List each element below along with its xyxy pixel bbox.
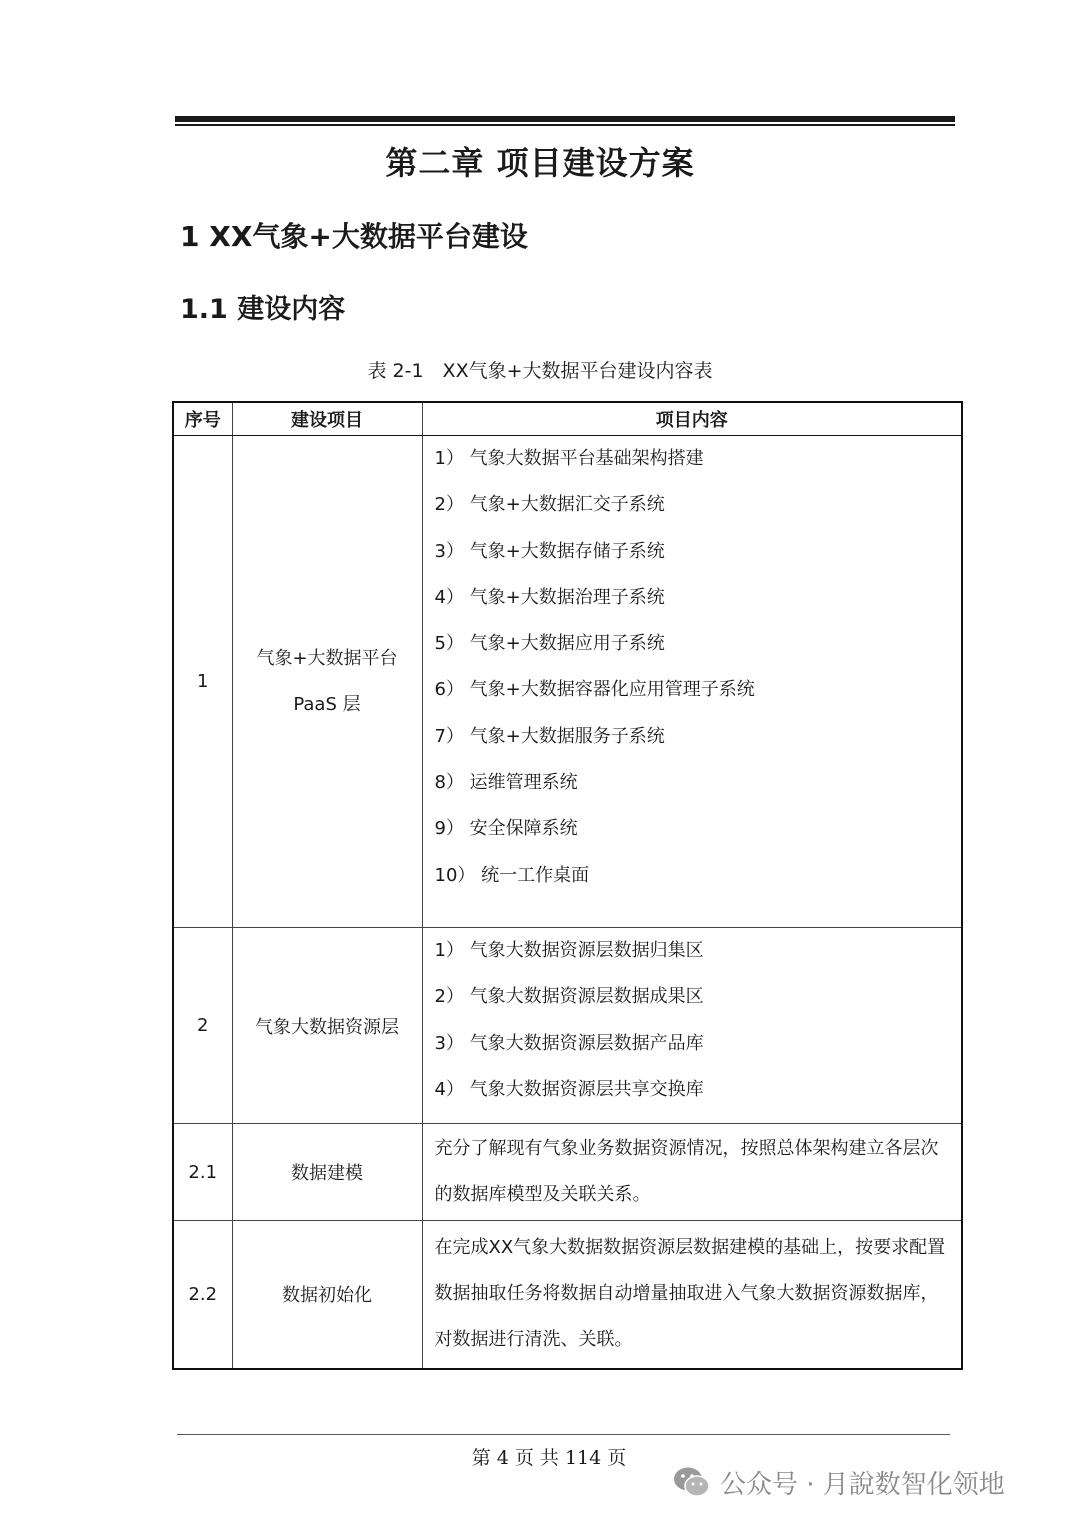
chapter-title: 第二章 项目建设方案 — [385, 144, 695, 182]
list-item: 7） 气象+大数据服务子系统 — [434, 725, 665, 747]
row-number: 2.1 — [173, 1124, 232, 1221]
table-row — [173, 436, 962, 928]
table-row — [173, 928, 962, 1124]
page-footer: 第 4 页 共 114 页 — [471, 1447, 627, 1469]
row-item: 数据初始化 — [232, 1221, 422, 1369]
list-item: 4） 气象+大数据治理子系统 — [434, 586, 665, 608]
list-item: 4） 气象大数据资源层共享交换库 — [434, 1078, 704, 1100]
header-item: 建设项目 — [232, 402, 422, 436]
watermark-text: 公众号 · 月說数智化领地 — [720, 1469, 1005, 1500]
section-heading: 1 XX气象+大数据平台建设 — [180, 220, 528, 253]
row-item: 数据建模 — [232, 1124, 422, 1221]
row-item — [232, 436, 422, 928]
list-item: 2） 气象+大数据汇交子系统 — [434, 494, 665, 516]
row-item: 气象大数据资源层 — [232, 928, 422, 1124]
list-item: 2） 气象大数据资源层数据成果区 — [434, 986, 704, 1008]
list-item: 3） 气象大数据资源层数据产品库 — [434, 1032, 704, 1054]
row-item-line: PaaS 层 — [293, 693, 361, 715]
row-number: 1 — [173, 436, 232, 928]
header-rule-thick — [175, 116, 955, 122]
watermark — [672, 1462, 1005, 1502]
header-no: 序号 — [173, 402, 232, 436]
row-content: 充分了解现有气象业务数据资源情况，按照总体架构建立各层次的数据库模型及关联关系。 — [422, 1124, 962, 1221]
table-row — [173, 1221, 962, 1369]
table-header-row — [173, 402, 962, 436]
list-item: 1） 气象大数据资源层数据归集区 — [434, 940, 704, 961]
row-item-line: 气象+大数据平台 — [256, 647, 398, 669]
wechat-icon — [672, 1464, 712, 1500]
list-item: 3） 气象+大数据存储子系统 — [434, 540, 665, 562]
header-rule-thin — [175, 124, 955, 126]
list-item: 9） 安全保障系统 — [434, 818, 578, 840]
header-content: 项目内容 — [422, 402, 962, 436]
table-caption: 表 2-1 XX气象+大数据平台建设内容表 — [367, 360, 713, 382]
construction-content-table — [172, 401, 963, 1370]
list-item: 1） 气象大数据平台基础架构搭建 — [434, 448, 704, 469]
row-content — [422, 436, 962, 928]
footer-rule — [177, 1434, 950, 1435]
row-number: 2 — [173, 928, 232, 1124]
table-row — [173, 1124, 962, 1221]
list-item: 8） 运维管理系统 — [434, 772, 578, 794]
row-number: 2.2 — [173, 1221, 232, 1369]
row-content: 在完成XX气象大数据数据资源层数据建模的基础上，按要求配置数据抽取任务将数据自动增量抽取进入气象大数据资源数据库，对数据进行清洗、关联。 — [422, 1221, 962, 1369]
list-item: 5） 气象+大数据应用子系统 — [434, 633, 665, 655]
list-item: 10） 统一工作桌面 — [434, 864, 590, 886]
list-item: 6） 气象+大数据容器化应用管理子系统 — [434, 679, 755, 701]
subsection-heading: 1.1 建设内容 — [180, 294, 346, 325]
row-content — [422, 928, 962, 1124]
